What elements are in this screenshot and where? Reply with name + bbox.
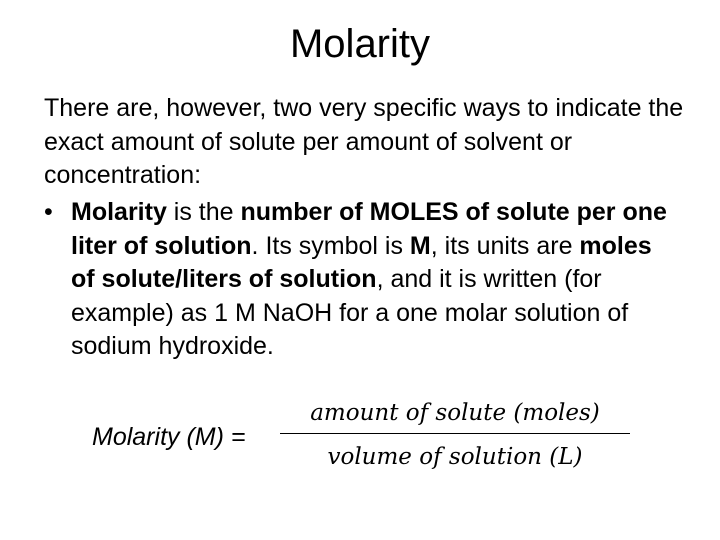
bullet-text-part: , its units are	[430, 231, 580, 260]
bullet-text-part: , and it is written (for example) as 1 M NaOH for a one molar solution of sodium hydroxide.	[71, 265, 629, 360]
fraction-bar	[280, 433, 630, 434]
symbol-m: M	[409, 231, 431, 260]
slide-title: Molarity	[289, 22, 431, 66]
term-molarity: Molarity	[71, 198, 167, 226]
formula-lhs: Molarity (M) =	[92, 423, 246, 451]
bullet-text	[71, 196, 681, 364]
definition-bold: number of MOLES of solute per one liter of solution	[71, 198, 667, 260]
bullet-item	[44, 196, 684, 364]
formula-denominator: volume of solution (L)	[327, 444, 583, 470]
bullet-text-part: . Its symbol is	[251, 231, 410, 260]
intro-paragraph: There are, however, two very specific ways to indicate the exact amount of solute per amount of solvent or concentration:	[44, 94, 684, 189]
units-bold: moles of solute/liters of solution	[71, 231, 652, 293]
bullet-text-part: is the	[166, 198, 241, 226]
bullet-marker: •	[44, 198, 53, 226]
formula-numerator: amount of solute (moles)	[310, 400, 600, 426]
formula-fraction	[280, 396, 630, 474]
molarity-formula	[92, 396, 652, 486]
